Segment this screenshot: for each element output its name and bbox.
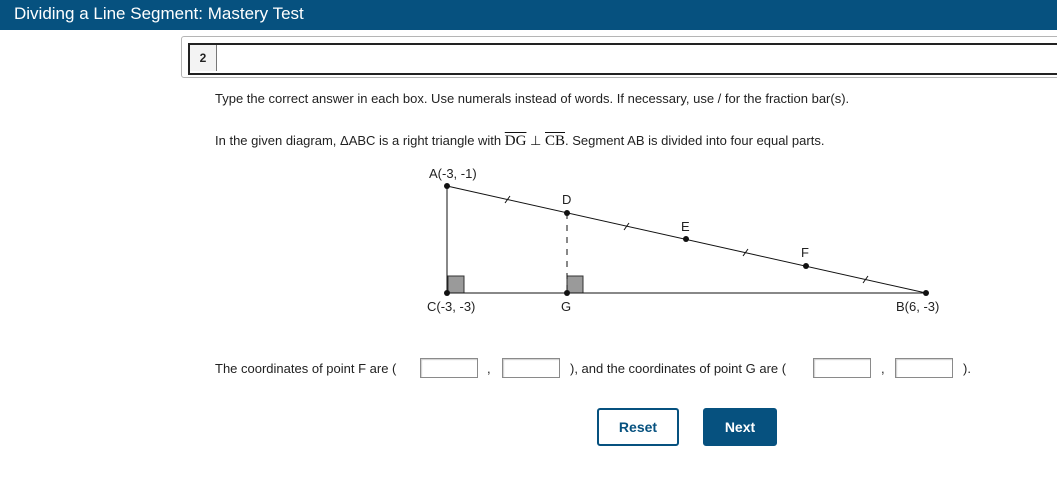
comma-g: , <box>881 361 885 376</box>
answer-suffix: ). <box>963 361 971 376</box>
label-b: B(6, -3) <box>896 299 940 314</box>
point-b <box>923 290 929 296</box>
point-g <box>564 290 570 296</box>
label-f: F <box>801 245 809 260</box>
point-f <box>803 263 809 269</box>
stem-prefix: In the given diagram, ΔABC is a right triangle with <box>215 133 505 148</box>
label-c: C(-3, -3) <box>427 299 476 314</box>
answer-middle: ), and the coordinates of point G are ( <box>570 361 787 376</box>
comma-f: , <box>487 361 491 376</box>
page-title: Dividing a Line Segment: Mastery Test <box>14 4 304 23</box>
label-e: E <box>681 219 690 234</box>
label-d: D <box>562 192 572 207</box>
stem-suffix: . Segment AB is divided into four equal parts. <box>565 133 825 148</box>
point-d <box>564 210 570 216</box>
f-y-input[interactable] <box>502 358 560 378</box>
right-angle-c-marker <box>448 276 464 293</box>
point-a <box>444 183 450 189</box>
label-a: A(-3, -1) <box>429 166 477 181</box>
g-x-input[interactable] <box>813 358 871 378</box>
perpendicular-symbol: ⊥ <box>526 133 545 148</box>
answer-prefix: The coordinates of point F are ( <box>215 361 397 376</box>
point-c <box>444 290 450 296</box>
point-e <box>683 236 689 242</box>
right-angle-g-marker <box>567 276 583 293</box>
g-y-input[interactable] <box>895 358 953 378</box>
f-x-input[interactable] <box>420 358 478 378</box>
instructions: Type the correct answer in each box. Use numerals instead of words. If necessary, use / for the fraction bar(s). <box>215 91 850 106</box>
label-g: G <box>561 299 572 314</box>
question-number: 2 <box>190 45 217 71</box>
next-button[interactable]: Next <box>703 408 777 446</box>
segment-cb: $\overline{CB}$ <box>545 133 566 149</box>
reset-button[interactable]: Reset <box>597 408 679 446</box>
segment-dg: $\overline{DG}$ <box>504 133 527 149</box>
